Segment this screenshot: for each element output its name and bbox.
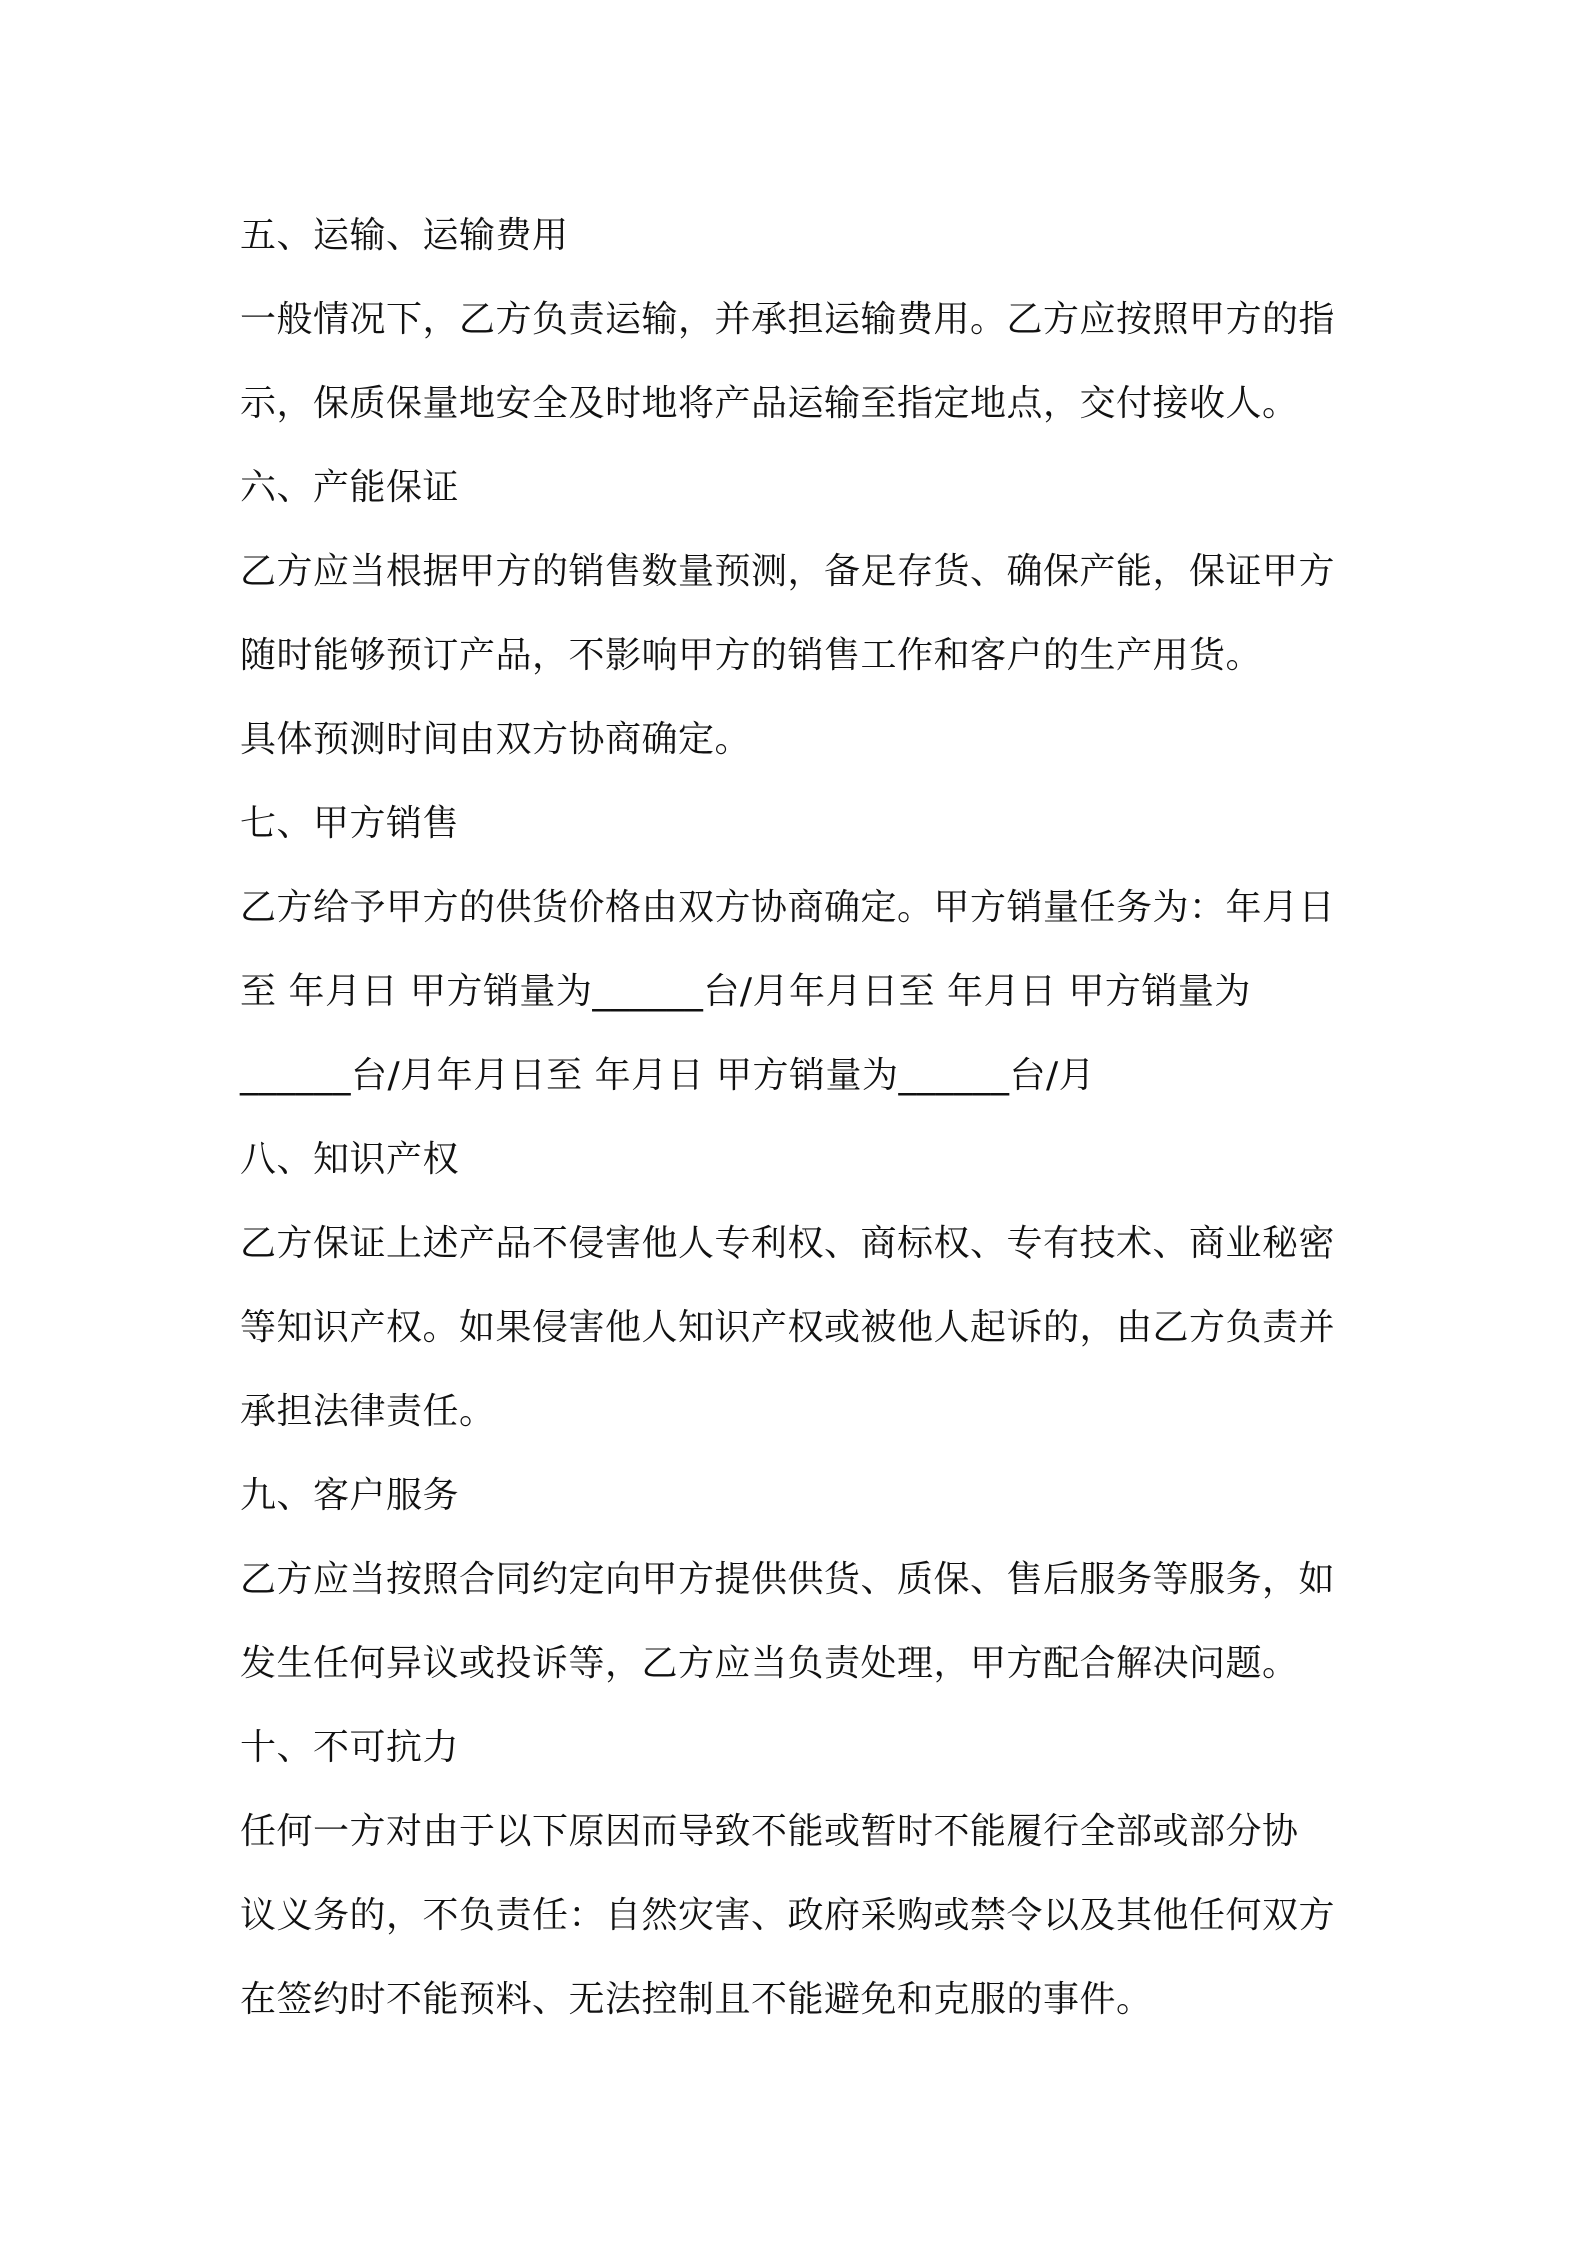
paragraph-line: 乙方给予甲方的供货价格由双方协商确定。甲方销量任务为：年月日 — [240, 887, 1336, 928]
paragraph-line: 随时能够预订产品，不影响甲方的销售工作和客户的生产用货。 — [240, 635, 1263, 676]
paragraph-line: 乙方保证上述产品不侵害他人专利权、商标权、专有技术、商业秘密 — [240, 1223, 1336, 1264]
paragraph-line: ______台/月年月日至 年月日 甲方销量为______台/月 — [240, 1055, 1096, 1096]
paragraph-line: 发生任何异议或投诉等，乙方应当负责处理，甲方配合解决问题。 — [240, 1643, 1299, 1684]
paragraph-line: 等知识产权。如果侵害他人知识产权或被他人起诉的，由乙方负责并 — [240, 1307, 1336, 1348]
paragraph-line: 乙方应当按照合同约定向甲方提供供货、质保、售后服务等服务，如 — [240, 1559, 1336, 1600]
paragraph-line: 乙方应当根据甲方的销售数量预测，备足存货、确保产能，保证甲方 — [240, 551, 1336, 592]
paragraph-line: 具体预测时间由双方协商确定。 — [240, 719, 752, 760]
paragraph-line: 至 年月日 甲方销量为______台/月年月日至 年月日 甲方销量为 — [240, 971, 1251, 1012]
paragraph-line: 任何一方对由于以下原因而导致不能或暂时不能履行全部或部分协 — [240, 1811, 1299, 1852]
section-heading-ip: 八、知识产权 — [240, 1139, 460, 1180]
paragraph-line: 一般情况下，乙方负责运输，并承担运输费用。乙方应按照甲方的指 — [240, 299, 1336, 340]
paragraph-line: 在签约时不能预料、无法控制且不能避免和克服的事件。 — [240, 1979, 1153, 2020]
section-heading-transport: 五、运输、运输费用 — [240, 215, 569, 256]
paragraph-line: 示，保质保量地安全及时地将产品运输至指定地点，交付接收人。 — [240, 383, 1299, 424]
section-heading-capacity: 六、产能保证 — [240, 467, 460, 508]
section-heading-sales: 七、甲方销售 — [240, 803, 460, 844]
paragraph-line: 承担法律责任。 — [240, 1391, 496, 1432]
section-heading-service: 九、客户服务 — [240, 1475, 460, 1516]
document-page — [240, 194, 1360, 2042]
paragraph-line: 议义务的，不负责任：自然灾害、政府采购或禁令以及其他任何双方 — [240, 1895, 1336, 1936]
section-heading-force-majeure: 十、不可抗力 — [240, 1727, 460, 1768]
